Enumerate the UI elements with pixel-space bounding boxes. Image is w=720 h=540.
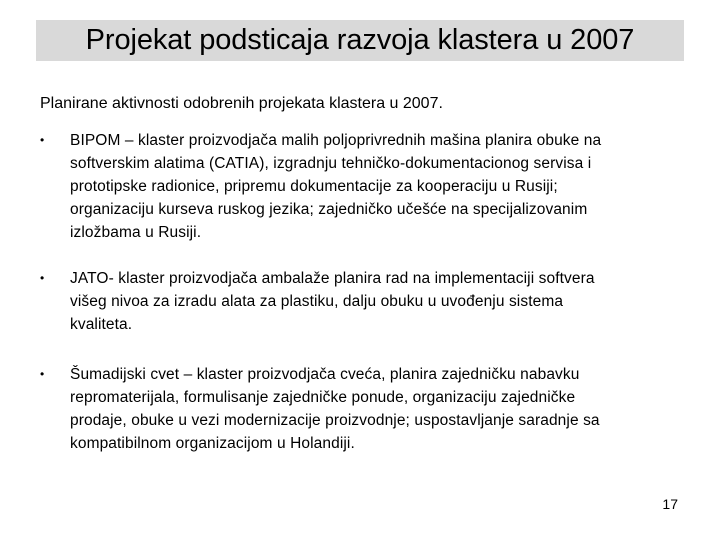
bullet-line: repromaterijala, formulisanje zajedničke ponude, organizaciju zajedničke: [70, 389, 576, 406]
bullet-dot: •: [40, 271, 45, 285]
bullet-line: BIPOM – klaster proizvodjača malih poljoprivrednih mašina planira obuke na: [70, 132, 602, 149]
bullet-line: JATO- klaster proizvodjača ambalaže planira rad na implementaciji softvera: [70, 270, 595, 287]
page-number: 17: [662, 496, 678, 512]
bullet-dot: •: [40, 133, 45, 147]
bullet-line: softverskim alatima (CATIA), izgradnju tehničko-dokumentacionog servisa i: [70, 155, 592, 172]
bullet-line: prototipske radionice, pripremu dokumentacije za kooperaciju u Rusiji;: [70, 178, 558, 195]
slide-title: Projekat podsticaja razvoja klastera u 2007: [85, 24, 635, 56]
slide-subtitle: Planirane aktivnosti odobrenih projekata klastera u 2007.: [40, 95, 443, 112]
slide-title-bar: [36, 20, 684, 61]
bullet-line: izložbama u Rusiji.: [70, 224, 202, 241]
bullet-line: Šumadijski cvet – klaster proizvodjača cveća, planira zajedničku nabavku: [70, 366, 580, 383]
bullet-text: [70, 267, 700, 336]
bullet-line: kvaliteta.: [70, 316, 133, 333]
bullet-line: kompatibilnom organizacijom u Holandiji.: [70, 435, 355, 452]
bullet-dot: •: [40, 367, 45, 381]
bullet-line: višeg nivoa za izradu alata za plastiku, dalju obuku u uvođenju sistema: [70, 293, 564, 310]
bullet-text: [70, 363, 700, 455]
bullet-line: organizaciju kurseva ruskog jezika; zajedničko učešće na specijalizovanim: [70, 201, 588, 218]
bullet-line: prodaje, obuke u vezi modernizacije proizvodnje; uspostavljanje saradnje sa: [70, 412, 600, 429]
bullet-text: [70, 129, 700, 244]
